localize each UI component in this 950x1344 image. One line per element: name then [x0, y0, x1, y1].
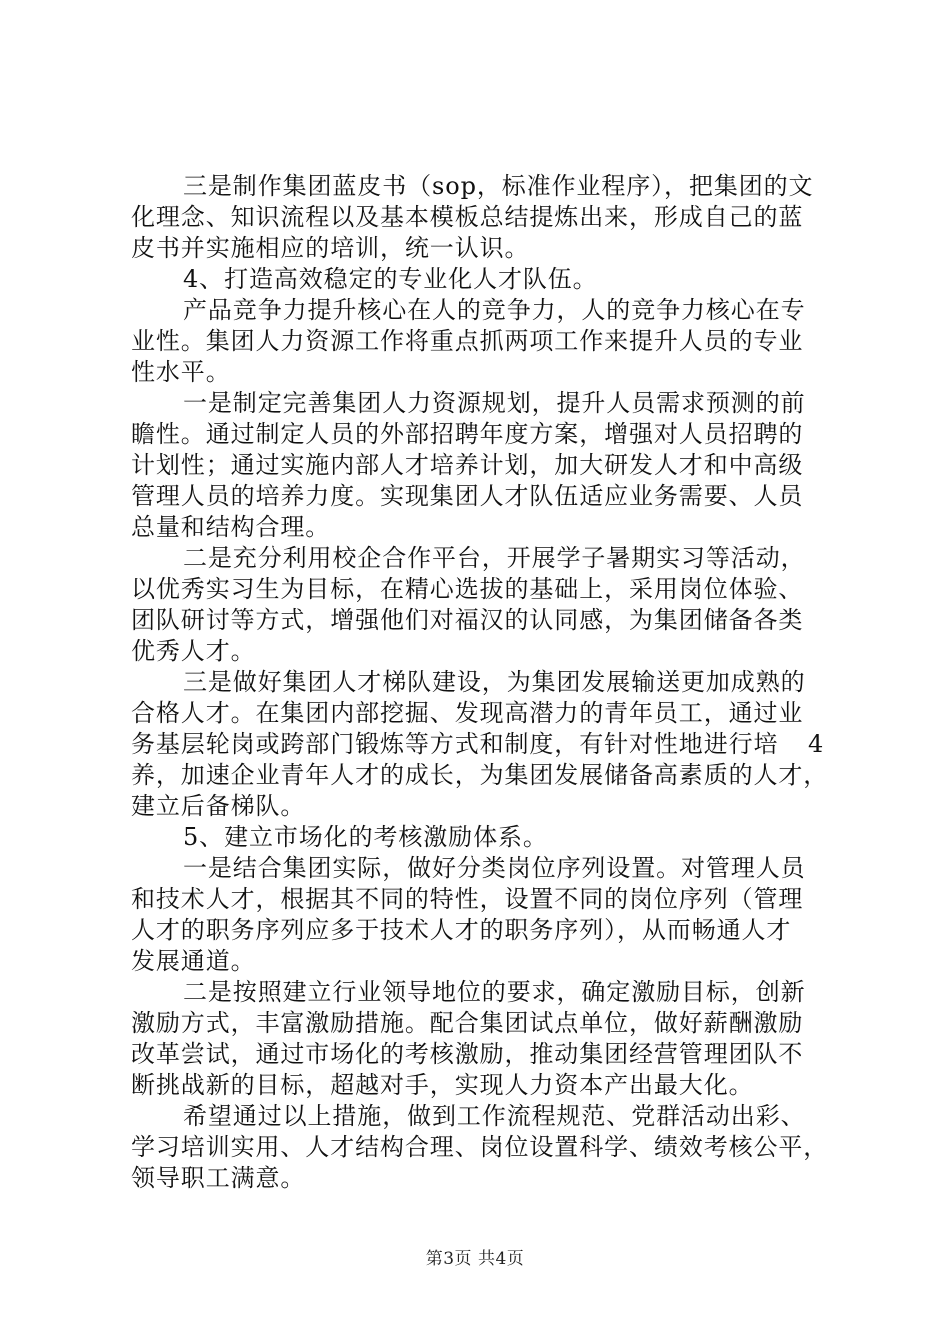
line-text: 断挑战新的目标，超越对手，实现人力资本产出最大化。: [131, 1071, 754, 1099]
text-line: [131, 1039, 836, 1070]
line-text: 5、建立市场化的考核激励体系。: [183, 823, 548, 851]
line-text: 领导职工满意。: [131, 1164, 306, 1192]
page-footer: 第3页 共4页: [425, 1249, 525, 1269]
line-text: 希望通过以上措施，做到工作流程规范、党群活动出彩、: [183, 1102, 806, 1130]
line-text: 优秀人才。: [131, 637, 256, 665]
text-line: [131, 1070, 836, 1101]
line-text: 皮书并实施相应的培训，统一认识。: [131, 234, 530, 262]
line-text: 养，加速企业青年人才的成长，为集团发展储备高素质的人才，: [131, 761, 829, 789]
line-text: 总量和结构合理。: [131, 513, 331, 541]
text-line: [131, 481, 836, 512]
line-text: 合格人才。在集团内部挖掘、发现高潜力的青年员工，通过业: [131, 699, 804, 727]
text-line: [131, 1008, 836, 1039]
text-line: [131, 636, 836, 667]
line-text: 二是按照建立行业领导地位的要求，确定激励目标，创新: [183, 978, 806, 1006]
line-text: 业性。集团人力资源工作将重点抓两项工作来提升人员的专业: [131, 327, 804, 355]
line-text: 化理念、知识流程以及基本模板总结提炼出来，形成自己的蓝: [131, 203, 804, 231]
line-text: 学习培训实用、人才结构合理、岗位设置科学、绩效考核公平，: [131, 1133, 829, 1161]
line-text: 一是制定完善集团人力资源规划，提升人员需求预测的前: [183, 389, 806, 417]
line-text: 建立后备梯队。: [131, 792, 306, 820]
text-line: [131, 915, 836, 946]
text-line: [131, 1132, 836, 1163]
line-text: 人才的职务序列应多于技术人才的职务序列），从而畅通人才: [131, 916, 792, 944]
text-line: [131, 698, 836, 729]
text-line: [131, 791, 836, 822]
text-line: [131, 946, 836, 977]
document-body: [131, 171, 836, 1194]
line-text: 改革尝试，通过市场化的考核激励，推动集团经营管理团队不: [131, 1040, 804, 1068]
line-text: 计划性；通过实施内部人才培养计划，加大研发人才和中高级: [131, 451, 804, 479]
text-line: [131, 419, 836, 450]
line-text: 管理人员的培养力度。实现集团人才队伍适应业务需要、人员: [131, 482, 804, 510]
text-line: [131, 667, 836, 698]
line-text: 一是结合集团实际，做好分类岗位序列设置。对管理人员: [183, 854, 806, 882]
line-text: 性水平。: [131, 358, 231, 386]
text-line: [131, 295, 836, 326]
line-text: 三是做好集团人才梯队建设，为集团发展输送更加成熟的: [183, 668, 806, 696]
text-line: [131, 977, 836, 1008]
line-text: 4、打造高效稳定的专业化人才队伍。: [183, 265, 598, 293]
line-text: 务基层轮岗或跨部门锻炼等方式和制度，有针对性地进行培: [131, 730, 779, 758]
line-text: 瞻性。通过制定人员的外部招聘年度方案，增强对人员招聘的: [131, 420, 804, 448]
text-line: [131, 264, 836, 295]
text-line: [131, 1101, 836, 1132]
line-text: 激励方式，丰富激励措施。配合集团试点单位，做好薪酬激励: [131, 1009, 804, 1037]
text-line: [131, 822, 836, 853]
text-line: [131, 450, 836, 481]
text-line: [131, 853, 836, 884]
text-line: [131, 326, 836, 357]
line-text: 发展通道。: [131, 947, 256, 975]
line-text: 团队研讨等方式，增强他们对福汉的认同感，为集团储备各类: [131, 606, 804, 634]
text-line: [131, 1163, 836, 1194]
text-line: [131, 605, 836, 636]
page-number-mark: 4: [808, 730, 825, 758]
text-line: [131, 202, 836, 233]
text-line: [131, 171, 836, 202]
line-text: 产品竞争力提升核心在人的竞争力，人的竞争力核心在专: [183, 296, 806, 324]
text-line: [131, 760, 836, 791]
text-line: [131, 884, 836, 915]
text-line: [131, 512, 836, 543]
text-line: [131, 357, 836, 388]
line-text: 三是制作集团蓝皮书（sop，标准作业程序），把集团的文: [183, 172, 814, 200]
text-line: [131, 233, 836, 264]
line-text: 二是充分利用校企合作平台，开展学子暑期实习等活动，: [183, 544, 806, 572]
text-line: [131, 543, 836, 574]
text-line: [131, 729, 836, 760]
text-line: [131, 388, 836, 419]
line-text: 和技术人才，根据其不同的特性，设置不同的岗位序列（管理: [131, 885, 804, 913]
line-text: 以优秀实习生为目标，在精心选拔的基础上，采用岗位体验、: [131, 575, 804, 603]
text-line: [131, 574, 836, 605]
